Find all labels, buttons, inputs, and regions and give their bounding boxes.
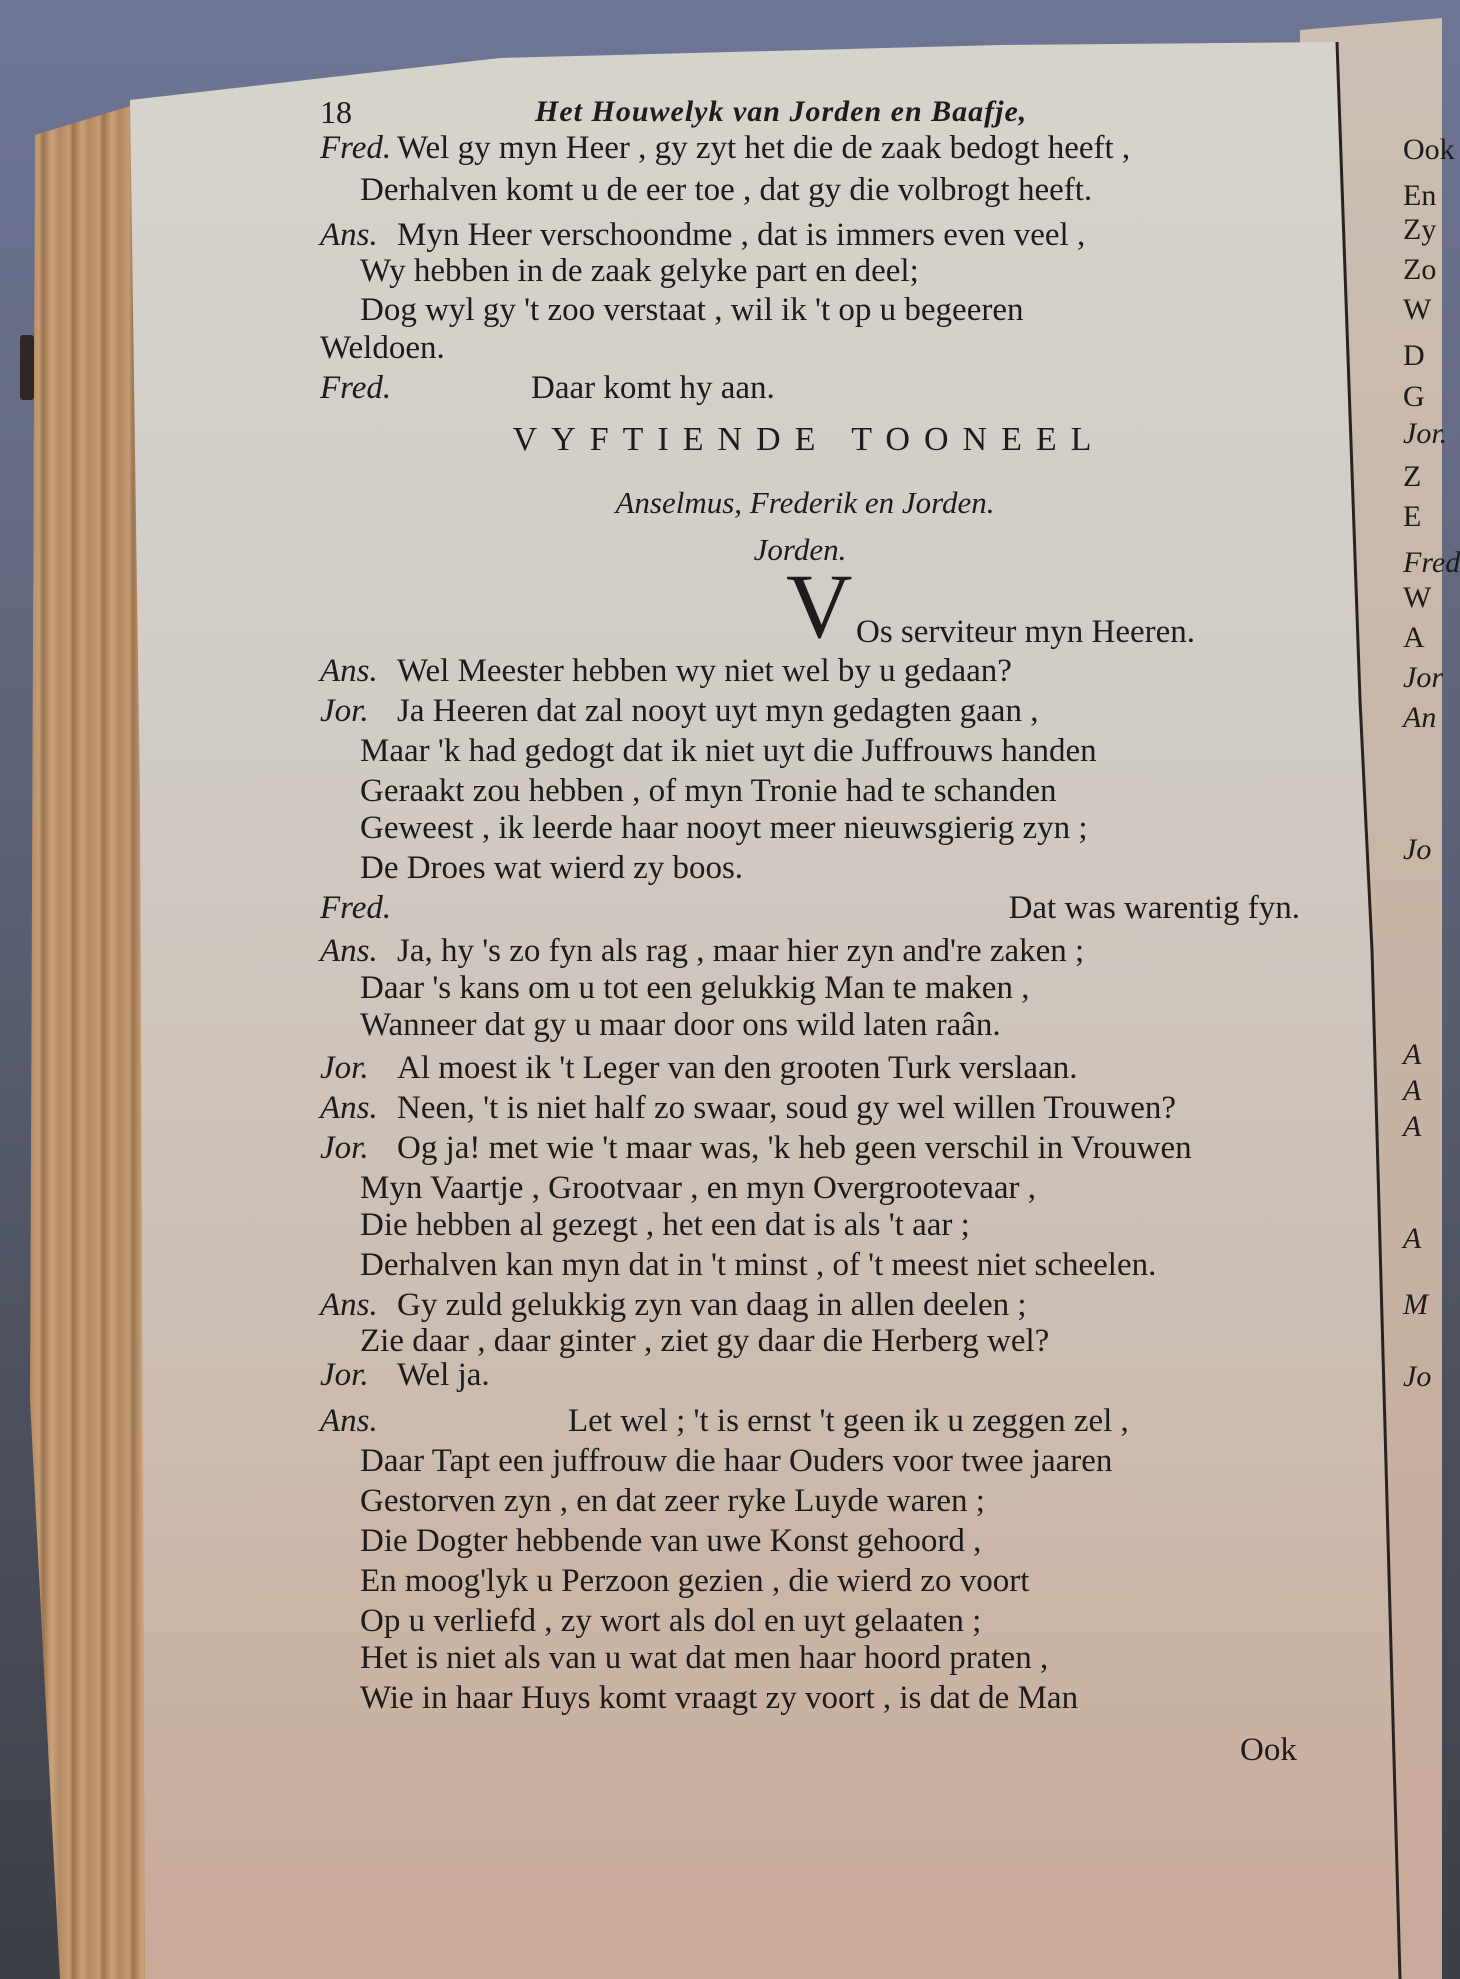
speaker-label: Ans.	[320, 217, 378, 253]
facing-page-fragment: A	[1403, 1074, 1422, 1107]
facing-page-fragment: M	[1403, 1288, 1428, 1321]
facing-page-fragment: Jo	[1403, 1360, 1432, 1393]
scene-first-line: Os serviteur myn Heeren.	[856, 614, 1196, 650]
verse-line: Wel Meester hebben wy niet wel by u gedaan?	[397, 653, 1012, 689]
verse-line: Ja, hy 's zo fyn als rag , maar hier zyn and're zaken ;	[397, 933, 1085, 969]
facing-page-fragment: Jor.	[1403, 417, 1448, 450]
verse-line: En moog'lyk u Perzoon gezien , die wierd zo voort	[360, 1563, 1030, 1599]
verse-line: Wel gy myn Heer , gy zyt het die de zaak bedogt heeft ,	[397, 130, 1131, 166]
verse-line: Dat was warentig fyn.	[1008, 890, 1300, 926]
facing-page-fragment: W	[1403, 581, 1432, 614]
verse-line: Myn Heer verschoondme , dat is immers even veel ,	[397, 217, 1086, 253]
verse-line: Geweest , ik leerde haar nooyt meer nieuwsgierig zyn ;	[360, 810, 1088, 846]
verse-line: Het is niet als van u wat dat men haar hoord praten ,	[360, 1640, 1049, 1676]
facing-page-fragment: Fred	[1403, 546, 1460, 579]
verse-line: Weldoen.	[320, 330, 445, 366]
verse-line: Geraakt zou hebben , of myn Tronie had te schanden	[360, 773, 1057, 809]
speaker-label: Ans.	[320, 1287, 378, 1323]
speaker-label: Ans.	[320, 653, 378, 689]
facing-page-fragment: Jo	[1403, 833, 1432, 866]
speaker-label: Ans.	[320, 1090, 378, 1126]
verse-line: Og ja! met wie 't maar was, 'k heb geen verschil in Vrouwen	[397, 1130, 1192, 1166]
verse-line: Daar 's kans om u tot een gelukkig Man te maken ,	[360, 970, 1030, 1006]
facing-page-fragment: An	[1403, 701, 1437, 734]
speaker-label: Fred.	[320, 370, 392, 406]
facing-page-fragment: En	[1403, 179, 1437, 212]
verse-line: Let wel ; 't is ernst 't geen ik u zeggen zel ,	[568, 1403, 1129, 1439]
verse-line: Maar 'k had gedogt dat ik niet uyt die Juffrouws handen	[360, 733, 1097, 769]
verse-line: Derhalven komt u de eer toe , dat gy die volbrogt heeft.	[360, 172, 1093, 208]
facing-page-fragment: D	[1403, 339, 1425, 372]
speaker-label: Fred.	[320, 130, 392, 166]
verse-line: Myn Vaartje , Grootvaar , en myn Overgrootevaar ,	[360, 1170, 1036, 1206]
speaker-label: Jor.	[320, 1050, 369, 1086]
speaker-label: Fred.	[320, 890, 392, 926]
verse-line: Daar Tapt een juffrouw die haar Ouders voor twee jaaren	[360, 1443, 1113, 1479]
verse-line: Wanneer dat gy u maar door ons wild laten raân.	[360, 1007, 1001, 1043]
facing-page-fragment: A	[1403, 621, 1425, 654]
verse-line: Dog wyl gy 't zoo verstaat , wil ik 't op u begeeren	[360, 292, 1024, 328]
verse-line: Derhalven kan myn dat in 't minst , of 't meest niet scheelen.	[360, 1247, 1157, 1283]
facing-page-fragment: A	[1403, 1110, 1422, 1143]
running-head: Het Houwelyk van Jorden en Baafje,	[535, 95, 1028, 128]
facing-page-fragment: E	[1403, 500, 1422, 533]
verse-line: De Droes wat wierd zy boos.	[360, 850, 744, 886]
verse-line: Die hebben al gezegt , het een dat is als 't aar ;	[360, 1207, 970, 1243]
speaker-label: Jor.	[320, 1357, 369, 1393]
facing-page-fragment: Jor	[1403, 661, 1443, 694]
facing-page-fragment: W	[1403, 293, 1432, 326]
speaker-label: Jor.	[320, 693, 369, 729]
verse-line: Wie in haar Huys komt vraagt zy voort , is dat de Man	[360, 1680, 1079, 1716]
speaker-label: Ans.	[320, 933, 378, 969]
facing-page-fragment: Zo	[1403, 253, 1437, 286]
verse-line: Gestorven zyn , en dat zeer ryke Luyde waren ;	[360, 1483, 985, 1519]
verse-line: Op u verliefd , zy wort als dol en uyt gelaaten ;	[360, 1603, 982, 1639]
verse-line: Wy hebben in de zaak gelyke part en deel;	[360, 253, 919, 289]
verse-line: Gy zuld gelukkig zyn van daag in allen deelen ;	[397, 1287, 1027, 1323]
scene-title: VYFTIENDE TOONEEL	[512, 421, 1106, 458]
drop-cap: V	[786, 555, 853, 657]
facing-page-fragment: Zy	[1403, 213, 1437, 246]
verse-line: Al moest ik 't Leger van den grooten Turk verslaan.	[397, 1050, 1078, 1086]
verse-line: Neen, 't is niet half zo swaar, soud gy wel willen Trouwen?	[397, 1090, 1177, 1126]
facing-page-fragment: G	[1403, 380, 1425, 413]
speaker-label: Ans.	[320, 1403, 378, 1439]
scene-characters: Anselmus, Frederik en Jorden.	[615, 485, 995, 520]
facing-page-fragment: Ook	[1403, 133, 1455, 166]
verse-line: Die Dogter hebbende van uwe Konst gehoord ,	[360, 1523, 982, 1559]
catchword: Ook	[1240, 1732, 1297, 1768]
verse-line: Ja Heeren dat zal nooyt uyt myn gedagten gaan ,	[397, 693, 1039, 729]
facing-page-fragment: Z	[1403, 460, 1422, 493]
scene-speaker: Jorden.	[753, 532, 847, 567]
verse-line: Zie daar , daar ginter , ziet gy daar die Herberg wel?	[360, 1323, 1050, 1359]
page-number: 18	[320, 94, 352, 130]
verse-line: Wel ja.	[397, 1357, 490, 1393]
facing-page-fragment: A	[1403, 1038, 1422, 1071]
facing-page-fragment: A	[1403, 1222, 1422, 1255]
speaker-label: Jor.	[320, 1130, 369, 1166]
verse-line: Daar komt hy aan.	[531, 370, 775, 406]
